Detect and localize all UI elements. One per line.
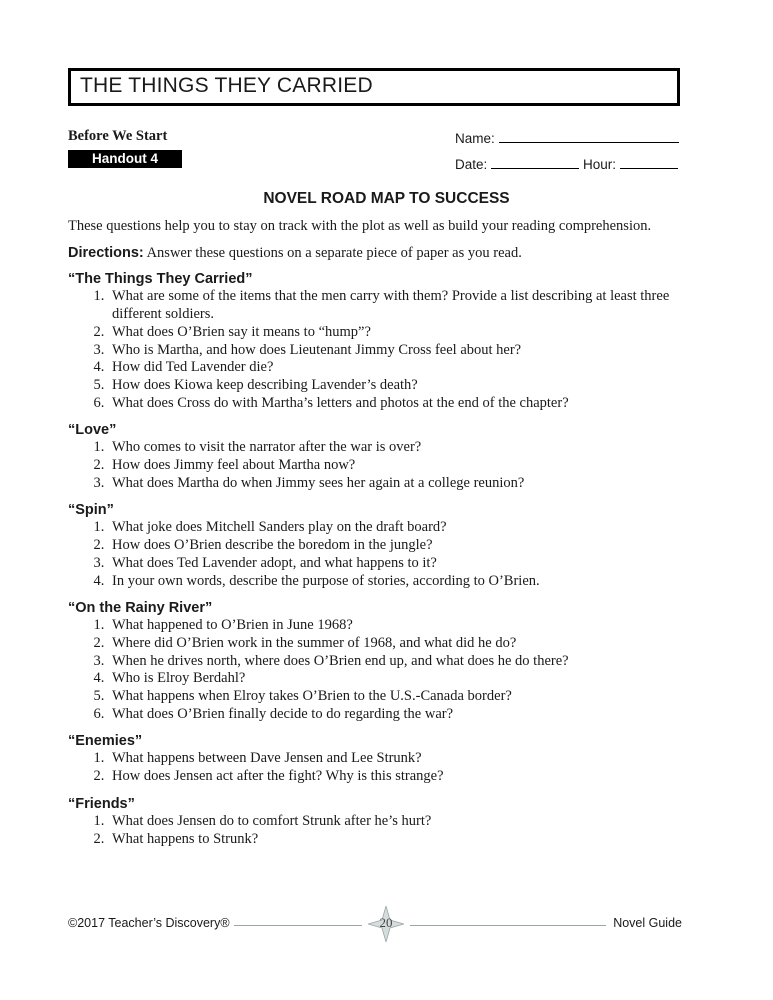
question-item: 2. How does Jensen act after the fight? Why is this strange? <box>108 768 688 786</box>
question-section <box>68 270 688 412</box>
question-list <box>68 813 688 848</box>
question-section <box>68 421 688 492</box>
question-section <box>68 795 688 848</box>
question-list <box>68 439 688 492</box>
copyright: ©2017 Teacher’s Discovery® <box>68 916 230 930</box>
question-section <box>68 599 688 723</box>
question-item: 2. How does O’Brien describe the boredom in the jungle? <box>108 537 688 555</box>
question-item: 2. Where did O’Brien work in the summer of 1968, and what did he do? <box>108 635 688 653</box>
handout-badge: Handout 4 <box>68 150 182 168</box>
page-number: 20 <box>379 915 393 930</box>
footer <box>68 916 682 934</box>
question-section <box>68 732 688 785</box>
question-item: 1. What happened to O’Brien in June 1968? <box>108 617 688 635</box>
question-list <box>68 617 688 723</box>
section-title: “Love” <box>68 422 117 439</box>
question-item: 3. What does Martha do when Jimmy sees her again at a college reunion? <box>108 475 688 493</box>
question-list <box>68 288 688 412</box>
section-title: “Spin” <box>68 502 114 519</box>
directions-text: Answer these questions on a separate piece of paper as you read. <box>143 244 522 261</box>
date-hour-field[interactable] <box>455 155 678 172</box>
question-item: 2. What does O’Brien say it means to “hump”? <box>108 324 688 342</box>
question-item: 3. When he drives north, where does O’Brien end up, and what does he do there? <box>108 653 688 671</box>
page-number-badge <box>368 906 404 942</box>
directions-label: Directions: <box>68 244 144 261</box>
question-section <box>68 501 688 590</box>
title-box <box>68 68 680 106</box>
question-item: 3. What does Ted Lavender adopt, and what happens to it? <box>108 555 688 573</box>
question-item: 1. What does Jensen do to comfort Strunk after he’s hurt? <box>108 813 688 831</box>
section-title: “Enemies” <box>68 733 143 750</box>
question-item: 1. Who comes to visit the narrator after the war is over? <box>108 439 688 457</box>
hour-label: Hour: <box>583 157 617 172</box>
worksheet-body <box>68 218 688 857</box>
name-label: Name: <box>455 131 495 146</box>
question-item: 5. What happens when Elroy takes O’Brien to the U.S.-Canada border? <box>108 688 688 706</box>
section-title: “The Things They Carried” <box>68 271 253 288</box>
question-item: 2. What happens to Strunk? <box>108 831 688 849</box>
name-field[interactable] <box>455 129 679 146</box>
question-item: 1. What are some of the items that the men carry with them? Provide a list describing at least three different soldiers. <box>108 288 688 323</box>
date-label: Date: <box>455 157 488 172</box>
section-title: “On the Rainy River” <box>68 600 213 617</box>
worksheet-heading: NOVEL ROAD MAP TO SUCCESS <box>263 190 510 207</box>
question-item: 6. What does Cross do with Martha’s letters and photos at the end of the chapter? <box>108 395 688 413</box>
question-item: 1. What happens between Dave Jensen and Lee Strunk? <box>108 750 688 768</box>
question-list <box>68 750 688 785</box>
question-item: 4. Who is Elroy Berdahl? <box>108 670 688 688</box>
section-label: Before We Start <box>68 128 168 144</box>
page-title: THE THINGS THEY CARRIED <box>80 74 373 97</box>
question-item: 4. In your own words, describe the purpose of stories, according to O’Brien. <box>108 573 688 591</box>
question-item: 6. What does O’Brien finally decide to do regarding the war? <box>108 706 688 724</box>
guide-label: Novel Guide <box>613 916 682 930</box>
question-item: 4. How did Ted Lavender die? <box>108 359 688 377</box>
intro-text: These questions help you to stay on track with the plot as well as build your reading comprehension. <box>68 218 652 234</box>
question-item: 5. How does Kiowa keep describing Lavender’s death? <box>108 377 688 395</box>
question-list <box>68 519 688 590</box>
question-item: 2. How does Jimmy feel about Martha now? <box>108 457 688 475</box>
question-item: 3. Who is Martha, and how does Lieutenant Jimmy Cross feel about her? <box>108 342 688 360</box>
question-item: 1. What joke does Mitchell Sanders play on the draft board? <box>108 519 688 537</box>
directions <box>68 245 688 263</box>
section-title: “Friends” <box>68 795 135 812</box>
